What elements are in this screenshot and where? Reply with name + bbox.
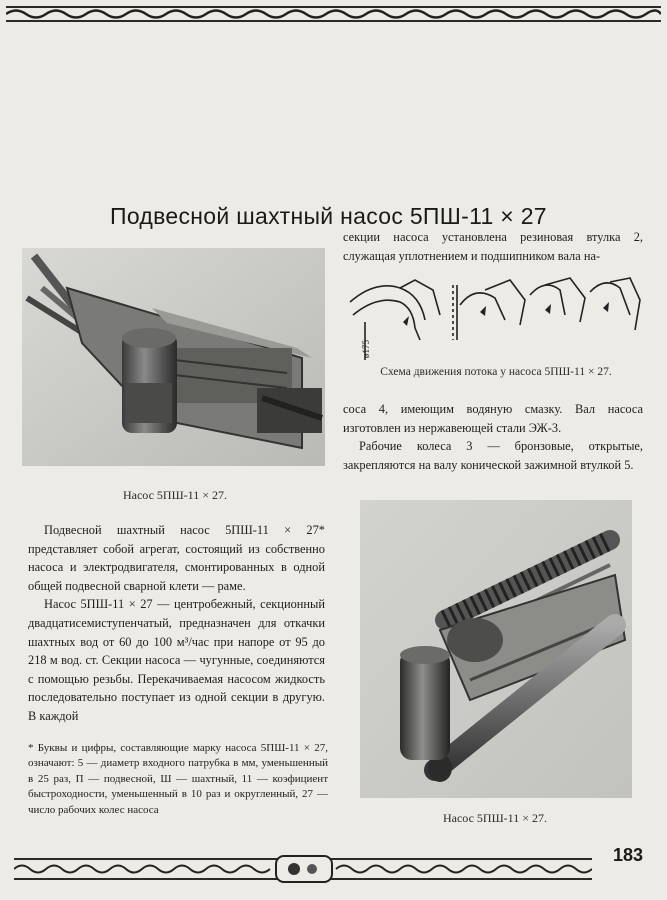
pump-photo-2 bbox=[360, 500, 632, 798]
diagram-caption: Схема движения потока у насоса 5ПШ-11 × 27. bbox=[380, 366, 612, 378]
right-column-text-middle bbox=[343, 400, 643, 474]
diagram-diameter-label: ø175 bbox=[361, 340, 371, 358]
top-decorative-border bbox=[6, 4, 661, 24]
bottom-decorative-border bbox=[14, 854, 592, 884]
pump-photo-1 bbox=[22, 248, 325, 466]
photo2-caption: Насос 5ПШ-11 × 27. bbox=[442, 811, 548, 825]
footnote: * Буквы и цифры, составляющие марку насоса 5ПШ-11 × 27, означают: 5 — диаметр входного патрубка в мм, уменьшенный в 25 раз, П — подвесной, Ш — шахтный, 11 — коэфициент быстроходности, уменьшенный в 10 раз и округленный, 27 — число рабочих колес насоса bbox=[28, 742, 328, 816]
page-number: 183 bbox=[613, 845, 644, 865]
left-paragraph-2: Насос 5ПШ-11 × 27 — центробежный, секционный двадцатисемиступенчатый, предназначен для откачки шахтных вод от 60 до 100 м³/час при напоре от 95 до 218 м вод. ст. Секции насоса — чугунные, соединяются с помощью резьбы. Перекачиваемая насосом жидкость последовательно поступает из одной секции в другую. В каждой bbox=[28, 597, 325, 723]
left-paragraph-1: Подвесной шахтный насос 5ПШ-11 × 27* представляет собой агрегат, состоящий из собственно насоса и электродвигателя, смонтированных в одной общей подвесной сварной клети — раме. bbox=[28, 523, 325, 593]
right-paragraph-2: соса 4, имеющим водяную смазку. Вал насоса изготовлен из нержавеющей стали ЭЖ-3. bbox=[343, 402, 643, 435]
right-column-text-top bbox=[343, 228, 643, 265]
right-paragraph-1: секции насоса установлена резиновая втулка 2, служащая уплотнением и подшипником вала на- bbox=[343, 230, 643, 263]
photo1-caption: Насос 5ПШ-11 × 27. bbox=[122, 488, 228, 502]
right-paragraph-3: Рабочие колеса 3 — бронзовые, открытые, закрепляются на валу конической зажимной втулкой 5. bbox=[343, 439, 643, 472]
left-column-text bbox=[28, 521, 325, 726]
page-title: Подвесной шахтный насос 5ПШ-11 × 27 bbox=[110, 203, 547, 229]
flow-diagram bbox=[345, 270, 645, 362]
